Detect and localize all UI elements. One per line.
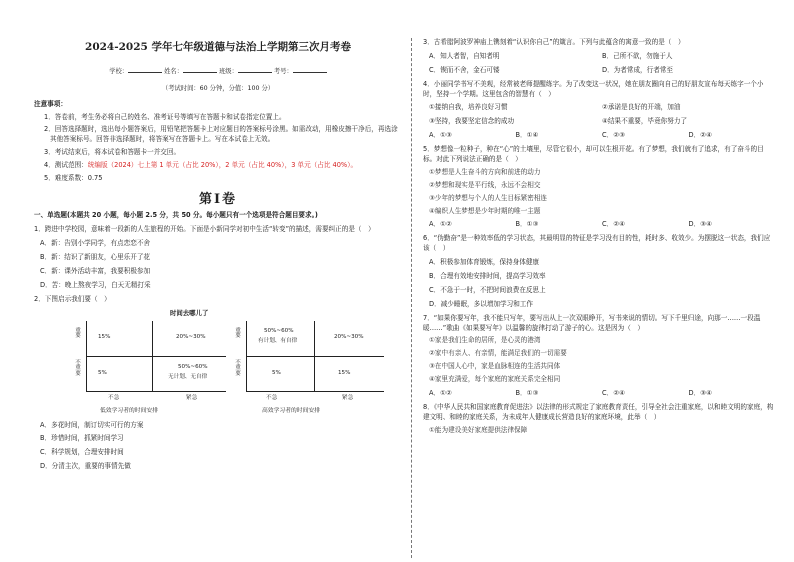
choices-row <box>429 220 775 230</box>
option-c[interactable]: C．②③ <box>602 131 626 140</box>
school-blank[interactable] <box>128 66 162 73</box>
right-mid-h <box>246 356 384 357</box>
notice-item: 2．回答选择题时，选出每小题答案后，用铅笔把答题卡上对应题目的答案标号涂黑。如需改动，用橡皮擦干净后，再选涂其他答案标号。回答非选择题时，将答案写在答题卡上。写在本试卷上无效。 <box>44 125 398 144</box>
option-c[interactable]: C．不急于一时，不把时间浪费在反思上 <box>429 285 546 294</box>
sub-item: ①能为建设美好家庭提供法律保障 <box>429 425 528 434</box>
sub-item: ④家里充满爱，每个家庭的家庭关系完全相同 <box>429 375 561 384</box>
chart-title: 时间去哪儿了 <box>170 308 209 317</box>
exam-no-label: 考号： <box>273 67 293 75</box>
option-b[interactable]: B．珍惜时间，抓紧时间学习 <box>40 434 124 443</box>
option-a[interactable]: A．①② <box>429 389 452 398</box>
axis-not-urgent: 不急 <box>108 394 120 401</box>
option-a[interactable]: A．新：告别小学同学，有点恋恋不舍 <box>40 239 151 248</box>
option-d[interactable]: D．②④ <box>688 131 712 140</box>
left-axis-h <box>86 391 226 392</box>
right-cell: 有计划、有自律 <box>258 337 298 344</box>
axis-not-important: 不重要 <box>75 359 81 378</box>
part-one-heading: 第Ⅰ卷 <box>198 191 238 207</box>
sub-item: ④编织人生梦想是少年时期的唯一主题 <box>429 206 541 215</box>
question-4: 4．小丽同学书写不美观，经常被老师提醒练字。为了改变这一状况，她在朋友圈向自己的好朋友宣布每天练字一个小时，坚持一个学期。这里包含的智慧有（ ） <box>423 79 764 98</box>
option-a[interactable]: A．①③ <box>429 131 452 140</box>
option-b[interactable]: B．①④ <box>515 131 539 140</box>
option-d[interactable]: D．分清主次，重要的事情先做 <box>40 462 131 471</box>
option-c[interactable]: C．新：课外活动丰富，我要积极参加 <box>40 266 151 275</box>
right-caption: 高效学习者的时间安排 <box>262 407 320 414</box>
sub-item: ②承诺是良好的开端，加油 <box>602 103 681 112</box>
left-cell: 20%~30% <box>176 333 206 340</box>
question-3: 3．古希腊阿波罗神庙上镌刻着“认识你自己”的箴言。下列与此蕴含的寓意一致的是（ ） <box>423 38 685 46</box>
axis-important: 重要 <box>235 327 241 340</box>
option-c[interactable]: C．科学规划，合理安排时间 <box>40 448 124 457</box>
left-column <box>34 38 402 472</box>
right-mid-v <box>314 321 315 391</box>
column-divider <box>411 38 412 558</box>
notice-difficulty: 5．难度系数：0.75 <box>44 173 103 182</box>
section-heading: 一、单选题(本题共 20 小题，每小题 2.5 分，共 50 分。每小题只有一个选项是符合题目要求。) <box>34 211 318 220</box>
option-d[interactable]: D．为者常成，行者常至 <box>602 65 674 74</box>
option-c[interactable]: C．②④ <box>602 220 626 229</box>
student-info-line <box>34 66 402 76</box>
question-8: 8．《中华人民共和国家庭教育促进法》以法律的形式规定了家庭教育责任，引导全社会注重家庭，以和睦文明的家庭，构建文明、和睦的家庭关系，为未成年人健康成长营造良好的家庭环境，此举（ ） <box>423 402 774 421</box>
option-a[interactable]: A．积极参加体育锻炼，保持身体健康 <box>429 258 540 267</box>
exam-title: 2024-2025 学年七年级道德与法治上学期第三次月考卷 <box>85 41 351 53</box>
sub-item: ①梦想是人生奋斗的方向和前进的动力 <box>429 167 541 176</box>
notice-scope <box>44 161 402 171</box>
option-d[interactable]: D．苦：晚上熬夜学习，白天无精打采 <box>40 280 151 289</box>
notice-item: 1．答卷前，考生务必将自己的姓名、准考证号等填写在答题卡和试卷指定位置上。 <box>44 112 286 121</box>
option-a[interactable]: A．知人者智，自知者明 <box>429 51 500 60</box>
name-blank[interactable] <box>183 66 217 73</box>
axis-urgent: 紧急 <box>186 394 198 401</box>
notice-item: 3．考试结束后，将本试卷和答题卡一并交回。 <box>44 148 181 157</box>
choices-row <box>429 389 775 399</box>
option-b[interactable]: B．①③ <box>515 389 539 398</box>
left-cell: 15% <box>98 333 111 340</box>
sub-item: ①家是我们生命的居所，是心灵的港湾 <box>429 336 541 345</box>
name-label: 姓名： <box>164 67 183 75</box>
right-cell: 50%~60% <box>264 327 294 334</box>
question-1: 1．跨进中学校园，意味着一段新的人生旅程的开始。下面是小新同学对初中生活“转变”的描述，需要纠正的是（ ） <box>34 225 375 234</box>
option-d[interactable]: D．减少睡眠，多以增加学习和工作 <box>429 299 533 308</box>
time-chart <box>34 309 402 417</box>
left-caption: 低效学习者的时间安排 <box>100 407 158 414</box>
scope-text: 统编版（2024）七上第 1 单元（占比 20%），2 单元（占比 40%），3 单元（占比 40%）。 <box>87 161 358 170</box>
axis-not-important: 不重要 <box>235 359 241 378</box>
sub-item: ①接纳自我，培养良好习惯 <box>429 103 508 112</box>
right-cell: 5% <box>272 369 281 376</box>
question-2: 2．下图启示我们要（ ） <box>34 294 111 303</box>
scope-label: 4．测试范围： <box>44 161 88 170</box>
question-7: 7．“如果你要写年，我不能只写年，要写出从上一次双眼睁开，写书来说的情切。写下千里归途，向那一……一段温暖……”歌曲《如果要写年》以温馨的旋律打动了游子的心。这是因为（ ） <box>423 313 761 332</box>
axis-urgent: 紧急 <box>342 394 354 401</box>
options-row <box>429 66 775 76</box>
option-a[interactable]: A．多花时间，制订切实可行的方案 <box>40 420 144 429</box>
notice-heading: 注意事项： <box>34 99 67 108</box>
option-a[interactable]: A．①② <box>429 220 452 229</box>
question-5: 5．梦想像一粒种子，种在“心”的土壤里，尽管它很小，却可以生根开花。有了梦想，我们就有了追求，有了奋斗的目标。对此下列说法正确的是（ ） <box>423 145 764 164</box>
sub-row <box>429 117 775 127</box>
choices-row <box>429 131 775 141</box>
right-cell: 15% <box>338 369 351 376</box>
left-cell: 无计划、无自律 <box>168 373 208 380</box>
left-cell: 50%~60% <box>178 363 208 370</box>
option-c[interactable]: C．锲而不舍，金石可镂 <box>429 65 500 74</box>
sub-item: ②家中有亲人、有亲情，能满足我们的一切需要 <box>429 349 567 358</box>
sub-item: ②梦想和现实是平行线，永远不会相交 <box>429 180 541 189</box>
right-cell: 20%~30% <box>334 333 364 340</box>
school-label: 学校： <box>109 67 129 75</box>
left-cell: 5% <box>98 369 107 376</box>
left-mid-h <box>86 356 226 357</box>
option-d[interactable]: D．③④ <box>688 220 712 229</box>
sub-item: ④结果不重要，毕竟你努力了 <box>602 117 688 126</box>
axis-not-urgent: 不急 <box>266 394 278 401</box>
right-axis-h <box>246 391 384 392</box>
option-b[interactable]: B．①③ <box>515 220 539 229</box>
option-b[interactable]: B．己所不欲，勿施于人 <box>602 51 673 60</box>
option-c[interactable]: C．②④ <box>602 389 626 398</box>
class-label: 班级： <box>219 67 238 75</box>
right-column <box>423 38 775 436</box>
class-blank[interactable] <box>238 66 272 73</box>
sub-row <box>429 103 775 113</box>
axis-important: 重要 <box>75 327 81 340</box>
option-b[interactable]: B．新：结识了新朋友，心里乐开了花 <box>40 253 151 262</box>
option-b[interactable]: B．合理有效地安排时间，提高学习效率 <box>429 272 546 281</box>
sub-item: ③坚持，我要坚定信念的成功 <box>429 117 515 126</box>
option-d[interactable]: D．③④ <box>688 389 712 398</box>
question-6: 6．“伪勤奋”是一种效率低的学习状态，其最明显的特征是学习没有目的性，耗时多、收效少。为摆脱这一状态，我们应该（ ） <box>423 234 771 253</box>
left-mid-v <box>152 321 153 391</box>
options-row <box>429 52 775 62</box>
sub-item: ③少年的梦想与个人的人生目标紧密相连 <box>429 193 548 202</box>
exam-no-blank[interactable] <box>293 66 327 73</box>
sub-item: ③在中国人心中，家是血脉相连的生活共同体 <box>429 362 561 371</box>
exam-info: （考试时间：60 分钟，分值：100 分） <box>161 85 275 93</box>
